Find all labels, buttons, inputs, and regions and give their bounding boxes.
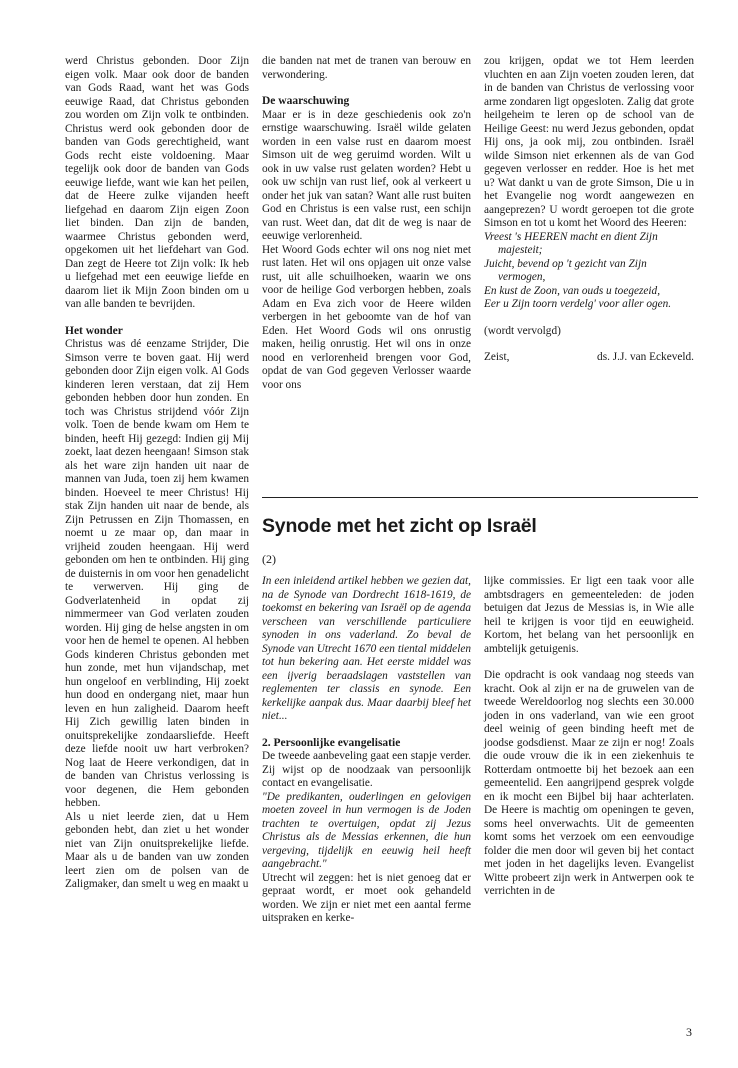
paragraph: die banden nat met de tranen van berouw en verwondering. xyxy=(262,55,471,81)
section-heading-persoonlijke-evangelisatie: 2. Persoonlijke evangelisatie xyxy=(262,736,401,749)
poem-line: En kust de Zoon, van ouds u toegezeid, xyxy=(484,284,661,297)
article-title: Synode met het zicht op Israël xyxy=(262,515,537,537)
paragraph: Als u niet leerde zien, dat u Hem gebonden hebt, dan ziet u het wonder niet van Zijn onuitsprekelijke liefde. Maar als u de banden van uw zonden leert zien om de polsen van de Zaligmaker, dan smelt u weg en maakt u xyxy=(65,810,249,890)
section-divider xyxy=(262,497,698,498)
paragraph: lijke commissies. Er ligt een taak voor alle ambtsdragers en gemeenteleden: de joden betuigen dat Jezus de Messias is, in Wie alle heil te krijgen is voor tijd en eeuwigheid. Kortom, het belang van het persoonlijk en ambtelijk getuigenis. xyxy=(484,575,694,655)
poem-line: Eer u Zijn toorn verdelg' voor aller ogen. xyxy=(484,298,672,310)
psalm-quote xyxy=(484,231,694,312)
signature-author: ds. J.J. van Eckeveld. xyxy=(597,351,694,363)
paragraph: Die opdracht is ook vandaag nog steeds van kracht. Ook al zijn er na de gruwelen van de tweede Wereldoorlog nog slechts een 30.000 joden in ons vaderland, van wie een groot deel weinig of geen binding heeft met de joodse godsdienst. Maar ze zijn er nog! Zoals die oude vrouw die ik in een ziekenhuis te Rotterdam ontmoette bij het bezoek aan een gemeentelid. Een aangrijpend gesprek volgde en ik mocht een Bijbel bij haar achterlaten. De Heere is machtig om openingen te geven, soms heel onverwachts. Uit de gemeenten komt soms het verzoek om een eenvoudige folder die men door wil geven bij het contact met joden in het dagelijks leven. Evangelist Witte probeert zijn werk in Antwerpen ook te verrichten in de xyxy=(484,669,694,897)
signature-place: Zeist, xyxy=(484,351,510,363)
page-number: 3 xyxy=(686,1025,692,1039)
article-part-number: (2) xyxy=(262,552,276,566)
paragraph: Maar er is in deze geschiedenis ook zo'n ernstige waarschuwing. Israël wilde gelaten worden in een valse rust en daarom moest Simson uit de weg geruimd worden. Wilt u ook in uw valse rust gelaten worden? Hebt u ook uw schijn van rust lief, ook al verkeert u onder het juk van satan? Want alle rust buiten God en Christus is een valse rust, een schijn van rust. Weet dan, dat dit de weg is naar de eeuwige verlorenheid. xyxy=(262,108,471,242)
signature xyxy=(484,351,694,365)
continued-note: (wordt vervolgd) xyxy=(484,324,561,337)
section-heading-de-waarschuwing: De waarschuwing xyxy=(262,95,350,107)
paragraph: zou krijgen, opdat we tot Hem leerden vluchten en aan Zijn voeten zouden leren, dat in de banden van Christus de verlossing voor arme zondaren ligt opgesloten. Zalig dat grote heilgeheim te leren op de school van de Heilige Geest: nu werd Jezus gebonden, opdat Hij ons, ja ook mij, zou ontbinden. Israël wilde Simson niet erkennen als de van God gegeven verlosser en redder. Hoe is het met u? Wat dankt u van de grote Simson, Die u in het Evangelie nog wordt aangewezen en aangeprezen? U wordt geroepen tot die grote Simson en tot u komt het Woord des Heeren: xyxy=(484,55,694,229)
poem-line: Vreest 's HEEREN macht en dient Zijn majesteit; xyxy=(484,230,658,256)
paragraph: werd Christus gebonden. Door Zijn eigen volk. Maar ook door de banden van Gods Raad, want het was Gods eeuwige Raad, dat Christus gebonden zou worden om Zijn volk te ontbinden. Christus werd ook gebonden door de banden van Gods gerechtigheid, want Gods recht eiste voldoening. Maar tegelijk ook door de banden van Gods eeuwige liefde, want wie kan het peilen, dat de Heere zulke vijanden heeft liefgehad en daarom Zijn eigen Zoon liet binden. Dan zijn de banden, waarmee Christus gebonden werd, opgekomen uit het liefdehart van God. Dan zegt de Heere tot Zijn volk: Ik heb u liefgehad met een eeuwige liefde en daarom liet ik Mijn Zoon binden om u van alle banden te bevrijden. xyxy=(65,55,249,310)
column-4 xyxy=(262,575,471,926)
poem-line: Juicht, bevend op 't gezicht van Zijn vermogen, xyxy=(484,257,647,283)
paragraph: Het Woord Gods echter wil ons nog niet met rust laten. Het wil ons opjagen uit onze valse rust, uit alle schuilhoeken, waarin we ons voor de heilige God verborgen hebben, zoals Adam en Eva zich voor de Heere wilden verbergen in het geboomte van de hof van Eden. Het Woord Gods wil ons onrustig maken, heilig onrustig. Het wil ons in onze nood en verlorenheid brengen voor God, opdat de van God gegeven Verlosser waarde voor ons xyxy=(262,243,471,391)
article-intro: In een inleidend artikel hebben we gezien dat, na de Synode van Dordrecht 1618-1619, de toekomst en bekering van Israël op de agenda verscheen van verschillende particuliere synoden in ons vaderland. Zo beval de Synode van Utrecht 1670 een tiental middelen tot hun bekering aan. Het eerste middel was een ijverig beraadslagen vaststellen van reglementen ter classis en synode. Een kerkelijke aanpak dus. Maar daarbij bleef het niet... xyxy=(262,575,471,722)
column-1 xyxy=(65,55,249,892)
paragraph: De tweede aanbeveling gaat een stapje verder. Zij wijst op de noodzaak van persoonlijk contact en evangelisatie. xyxy=(262,750,471,789)
column-2 xyxy=(262,55,471,392)
paragraph: Christus was dé eenzame Strijder, Die Simson verre te boven gaat. Hij werd gebonden door Zijn eigen volk. Al Gods kinderen leren verstaan, dat zij Hem gebonden hebben door hun zonden. En toch was Christus strijdend vóór Zijn volk. Toen de bende kwam om Hem te binden, heeft Hij gezegd: Indien gij Mij zoekt, laat dezen heengaan! Simson stak als het ware zijn handen uit naar de mannen van Juda, toen zij hem kwamen binden. Hoeveel te meer Christus! Hij stak Zijn handen uit naar de bende, als Zijn Petrussen en Zijn Thomassen, en noemt u ze maar op, dan maar in vrijheid zouden heengaan. Hij werd gebonden om hen te ontbinden. Hij ging de duisternis in om voor hen genadelicht te verwerven. Hij ging de Godverlatenheid in opdat zij nimmermeer van God verlaten zouden worden. Hij ging de helse angsten in om voor hen de hemel te openen. Al hebben Gods kinderen Christus gebonden met hun zonde, met hun vijandschap, met hun ongeloof en verblinding, Hij zoekt hun dood en ondergang niet, maar hun leven en hun zaligheid. Daarom heeft Hij Zich gewillig laten binden in onuitsprekelijke zondaarsliefde. Heeft deze liefde nooit uw hart verbroken? Nog laat de Heere verkondigen, dat in de banden van Christus verlossing is voor degenen, die Hem gebonden hebben. xyxy=(65,338,249,809)
column-3 xyxy=(484,55,694,365)
paragraph: Utrecht wil zeggen: het is niet genoeg dat er gepraat wordt, er moet ook gehandeld worden. We zijn er niet met een aantal ferme uitspraken en kerke- xyxy=(262,871,471,924)
section-heading-het-wonder: Het wonder xyxy=(65,324,123,337)
column-5 xyxy=(484,575,694,899)
synod-quote: "De predikanten, ouderlingen en gelovigen moeten zoveel in hun vermogen is de Joden trachten te overtuigen, opdat zij Jezus Christus als de Messias erkennen, die hun vergeving, tijdelijk en eeuwig heil heeft aangebracht." xyxy=(262,790,471,870)
